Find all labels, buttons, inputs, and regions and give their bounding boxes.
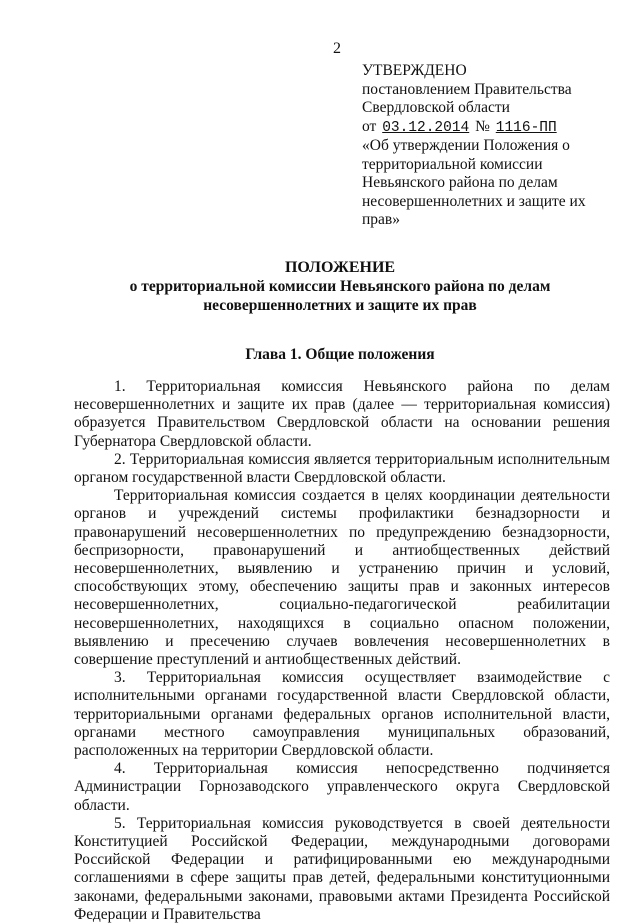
paragraph-2: 2. Территориальная комиссия является территориальным исполнительным органом государственной власти Свердловской области. [74, 450, 610, 487]
document-title [60, 258, 620, 315]
title-line-1: о территориальной комиссии Невьянского района по делам [129, 278, 551, 295]
title-main: ПОЛОЖЕНИЕ [284, 259, 396, 276]
approval-date: 03.12.2014 [382, 119, 470, 136]
approval-number-prefix: № [475, 117, 490, 135]
approval-stamp [362, 62, 612, 230]
page-number: 2 [333, 40, 341, 57]
paragraph-6: 5. Территориальная комиссия руководствуется в своей деятельности Конституцией Российской Федерации, международными договорами Российской Федерации и ратифицированными ею международными соглашениями в сфере защиты прав детей, федеральными конституционными законами, федеральными законами, правовыми актами Президента Российской Федерации и Правительства [74, 814, 610, 923]
approval-line-1: постановлением Правительства [362, 80, 572, 98]
paragraph-3: Территориальная комиссия создается в целях координации деятельности органов и учреждений системы профилактики безнадзорности и правонарушений несовершеннолетних по предупреждению безнадзорности, беспризорности, правонарушений и антиобщественных действий несовершеннолетних, выявлению и устранению причин и условий, способствующих этому, обеспечению защиты прав и законных интересов несовершеннолетних, социально-педагогической реабилитации несовершеннолетних, находящихся в социально опасном положении, выявлению и пресечению случаев вовлечения несовершеннолетних в совершение преступлений и антиобщественных действий. [74, 487, 610, 669]
chapter-heading: Глава 1. Общие положения [245, 346, 435, 363]
approval-subject: «Об утверждении Положения о территориальной комиссии Невьянского района по делам несовершеннолетних и защите их прав» [362, 137, 586, 228]
paragraph-5: 4. Территориальная комиссия непосредственно подчиняется Администрации Горнозаводского управленческого округа Свердловской области. [74, 760, 610, 814]
approval-date-prefix: от [362, 117, 377, 135]
title-line-2: несовершеннолетних и защите их прав [203, 297, 477, 314]
approval-line-2: Свердловской области [362, 99, 510, 116]
body-text [74, 378, 610, 924]
approval-heading: УТВЕРЖДЕНО [362, 62, 467, 79]
paragraph-1: 1. Территориальная комиссия Невьянского района по делам несовершеннолетних и защите их прав (далее — территориальная комиссия) образуется Правительством Свердловской области на основании решения Губернатора Свердловской области. [74, 378, 610, 450]
approval-date-line [362, 118, 612, 138]
approval-number: 1116-ПП [495, 119, 557, 136]
paragraph-4: 3. Территориальная комиссия осуществляет взаимодействие с исполнительными органами государственной власти Свердловской области, территориальными органами федеральных органов исполнительной власти, органами местного самоуправления муниципальных образований, расположенных на территории Свердловской области. [74, 669, 610, 760]
